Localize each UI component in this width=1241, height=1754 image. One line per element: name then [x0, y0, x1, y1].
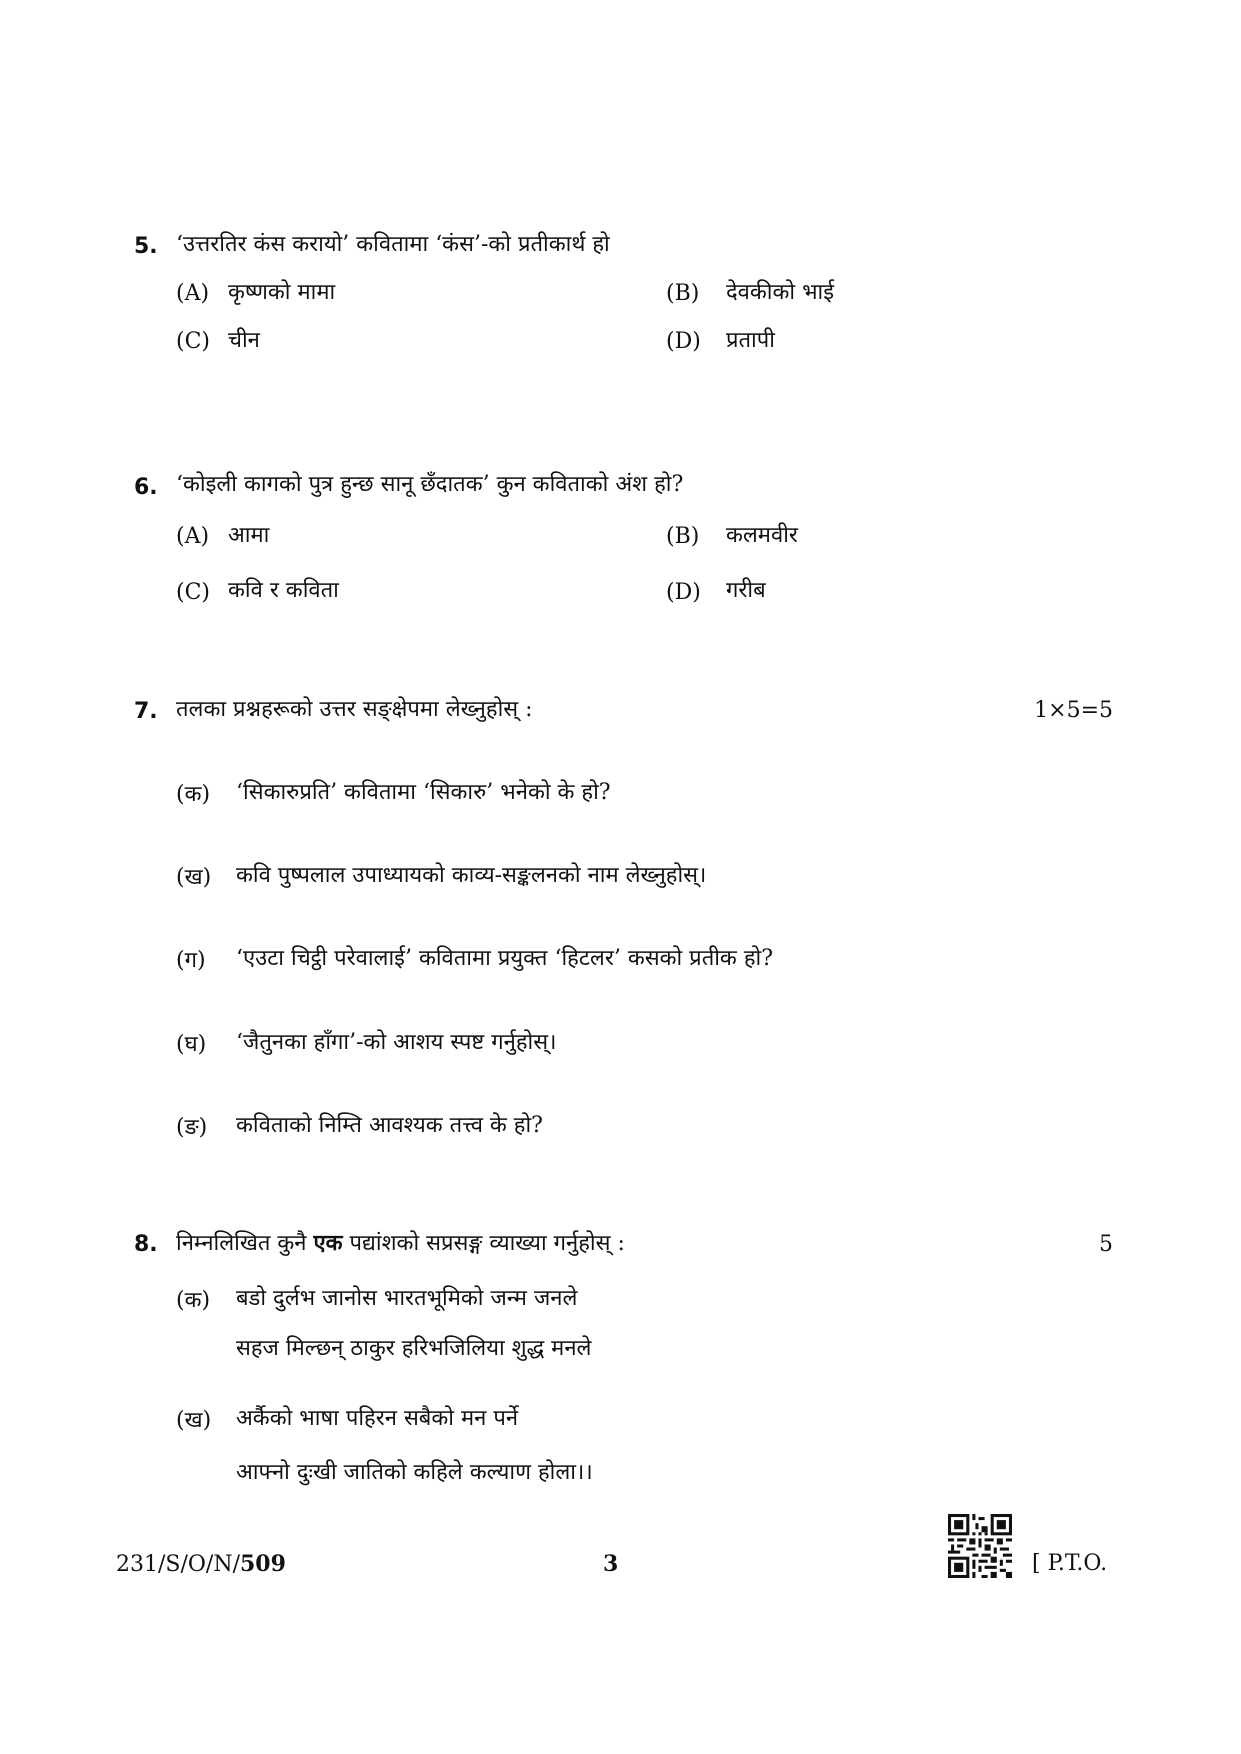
q5-option-c-text: चीन: [228, 328, 260, 353]
q7-part-gha-text: ‘जैतुनका हाँगा’-को आशय स्पष्ट गर्नुहोस्।: [236, 1030, 557, 1055]
q7-part-nga-text: कविताको निम्ति आवश्यक तत्त्व के हो?: [236, 1113, 543, 1138]
q6-option-d-label: (D): [666, 580, 701, 605]
qr-code-icon: [948, 1514, 1012, 1578]
q8-part-ka-line1: बडो दुर्लभ जानोस भारतभूमिको जन्म जनले: [236, 1286, 578, 1311]
q5-option-d-label: (D): [666, 329, 701, 354]
q6-number: 6.: [134, 475, 158, 500]
q7-part-ga-text: ‘एउटा चिट्ठी परेवालाई’ कवितामा प्रयुक्त ‘हिटलर’ कसको प्रतीक हो?: [236, 946, 773, 971]
q5-option-b-text: देवकीको भाई: [726, 280, 835, 305]
q8-part-ka-label: (क): [176, 1288, 211, 1313]
paper-code-bold: 509: [240, 1551, 286, 1577]
page-number: 3: [603, 1551, 619, 1577]
q6-stem: ‘कोइली कागको पुत्र हुन्छ सानू छँदातक’ कुन कविताको अंश हो?: [176, 472, 684, 497]
q5-option-d-text: प्रतापी: [726, 328, 775, 353]
q6-option-a-text: आमा: [228, 523, 270, 548]
q8-stem-before: निम्नलिखित कुनै: [176, 1231, 307, 1256]
paper-code-prefix: 231/S/O/N/: [116, 1552, 240, 1577]
q8-part-ka-line2: सहज मिल्छन् ठाकुर हरिभजिलिया शुद्ध मनले: [236, 1336, 592, 1361]
paper-code: [116, 1553, 286, 1576]
q5-option-b-label: (B): [666, 281, 700, 306]
q8-stem-after: पद्यांशको सप्रसङ्ग व्याख्या गर्नुहोस् :: [349, 1231, 625, 1256]
q7-part-ka-text: ‘सिकारुप्रति’ कवितामा ‘सिकारु’ भनेको के हो?: [236, 780, 611, 805]
q7-part-gha-label: (घ): [176, 1032, 207, 1057]
q5-option-a-label: (A): [176, 281, 210, 306]
q6-option-b-text: कलमवीर: [726, 523, 798, 548]
q8-part-kha-line2: आफ्नो दुःखी जातिको कहिले कल्याण होला।।: [236, 1460, 593, 1485]
q7-number: 7.: [134, 699, 158, 724]
q6-option-d-text: गरीब: [726, 578, 766, 603]
q6-option-a-label: (A): [176, 524, 210, 549]
q6-option-b-label: (B): [666, 524, 700, 549]
q8-stem: [176, 1232, 625, 1255]
q8-part-kha-label: (ख): [176, 1408, 212, 1433]
q7-part-ga-label: (ग): [176, 948, 206, 973]
q6-option-c-text: कवि र कविता: [228, 578, 339, 603]
q8-stem-bold: एक: [313, 1230, 343, 1256]
q5-stem: ‘उत्तरतिर कंस करायो’ कवितामा ‘कंस’-को प्रतीकार्थ हो: [176, 232, 610, 257]
q7-part-kha-label: (ख): [176, 865, 212, 890]
q5-option-c-label: (C): [176, 329, 210, 354]
q7-part-nga-label: (ङ): [176, 1115, 208, 1140]
q8-number: 8.: [134, 1232, 158, 1257]
q7-part-ka-label: (क): [176, 782, 211, 807]
q6-option-c-label: (C): [176, 580, 210, 605]
q7-marks: 1×5=5: [1034, 698, 1113, 723]
q7-part-kha-text: कवि पुष्पलाल उपाध्यायको काव्य-सङ्कलनको नाम लेख्नुहोस्।: [236, 863, 707, 888]
q8-marks: 5: [1099, 1232, 1113, 1257]
q5-number: 5.: [134, 234, 158, 259]
q7-stem: तलका प्रश्नहरूको उत्तर सङ्क्षेपमा लेख्नुहोस् :: [176, 697, 533, 722]
q8-part-kha-line1: अर्कैको भाषा पहिरन सबैको मन पर्ने: [236, 1406, 519, 1431]
pto-label: [ P.T.O.: [1032, 1551, 1108, 1576]
q5-option-a-text: कृष्णको मामा: [228, 280, 336, 305]
